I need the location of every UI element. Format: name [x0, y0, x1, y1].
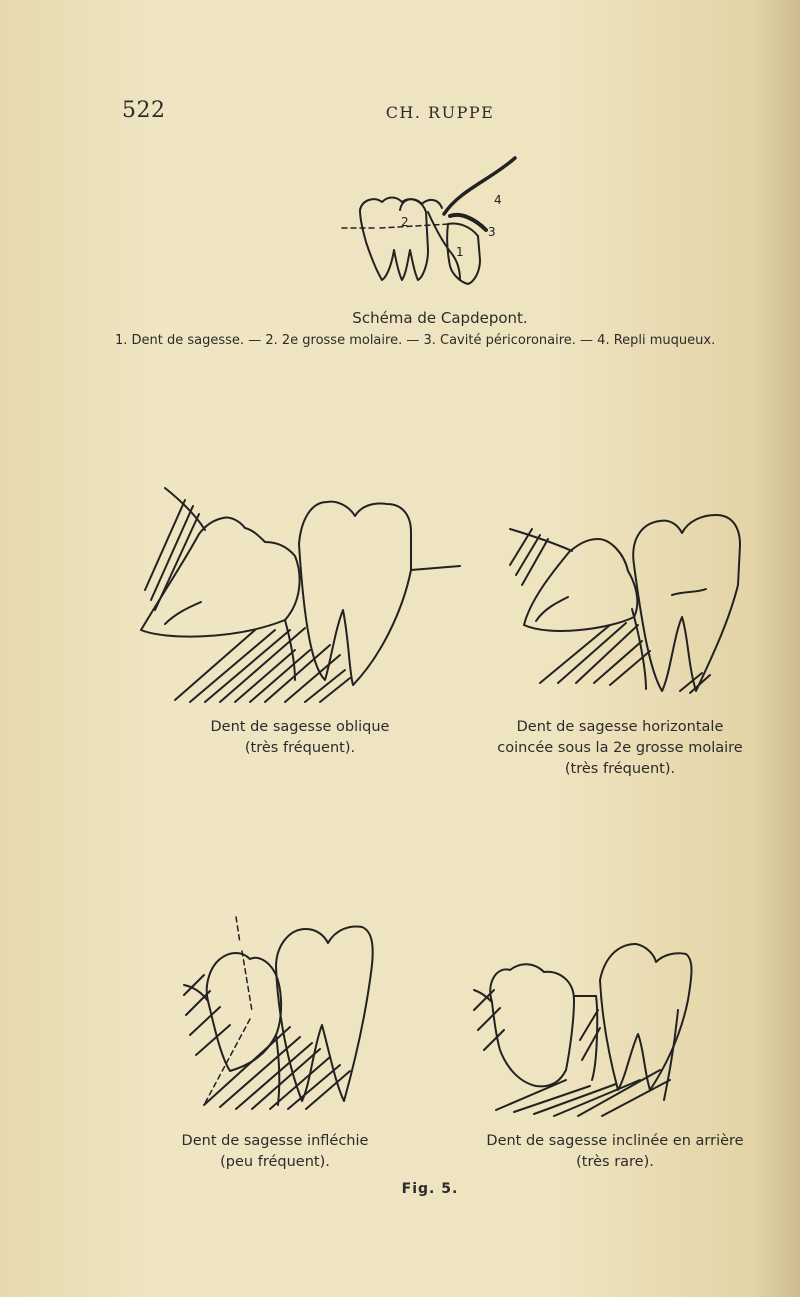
inflected-tooth-illustration [180, 915, 380, 1115]
label-1: 1 [456, 245, 464, 259]
schema-legend: 1. Dent de sagesse. — 2. 2e grosse molaire. — 3. Cavité péricoronaire. — 4. Repli muqueux. [115, 333, 716, 348]
capdepont-schema-illustration [340, 150, 540, 290]
label-2: 2 [401, 215, 409, 229]
caption-oblique: Dent de sagesse oblique (très fréquent). [210, 719, 390, 756]
figure-number: Fig. 5. [401, 1181, 459, 1197]
backward-tilted-tooth-illustration [470, 940, 700, 1120]
schema-title: Schéma de Capdepont. [352, 309, 528, 327]
page-number: 522 [122, 98, 166, 123]
running-header: CH. RUPPE [385, 103, 495, 122]
oblique-tooth-illustration [135, 480, 465, 710]
label-3: 3 [488, 225, 496, 239]
caption-horizontal: Dent de sagesse horizontale coincée sous la 2e grosse molaire (très fréquent). [497, 719, 743, 777]
horizontal-tooth-illustration [510, 505, 750, 705]
caption-backward: Dent de sagesse inclinée en arrière (très rare). [486, 1133, 744, 1170]
label-4: 4 [494, 193, 502, 207]
caption-inflected: Dent de sagesse infléchie (peu fréquent). [181, 1133, 369, 1170]
